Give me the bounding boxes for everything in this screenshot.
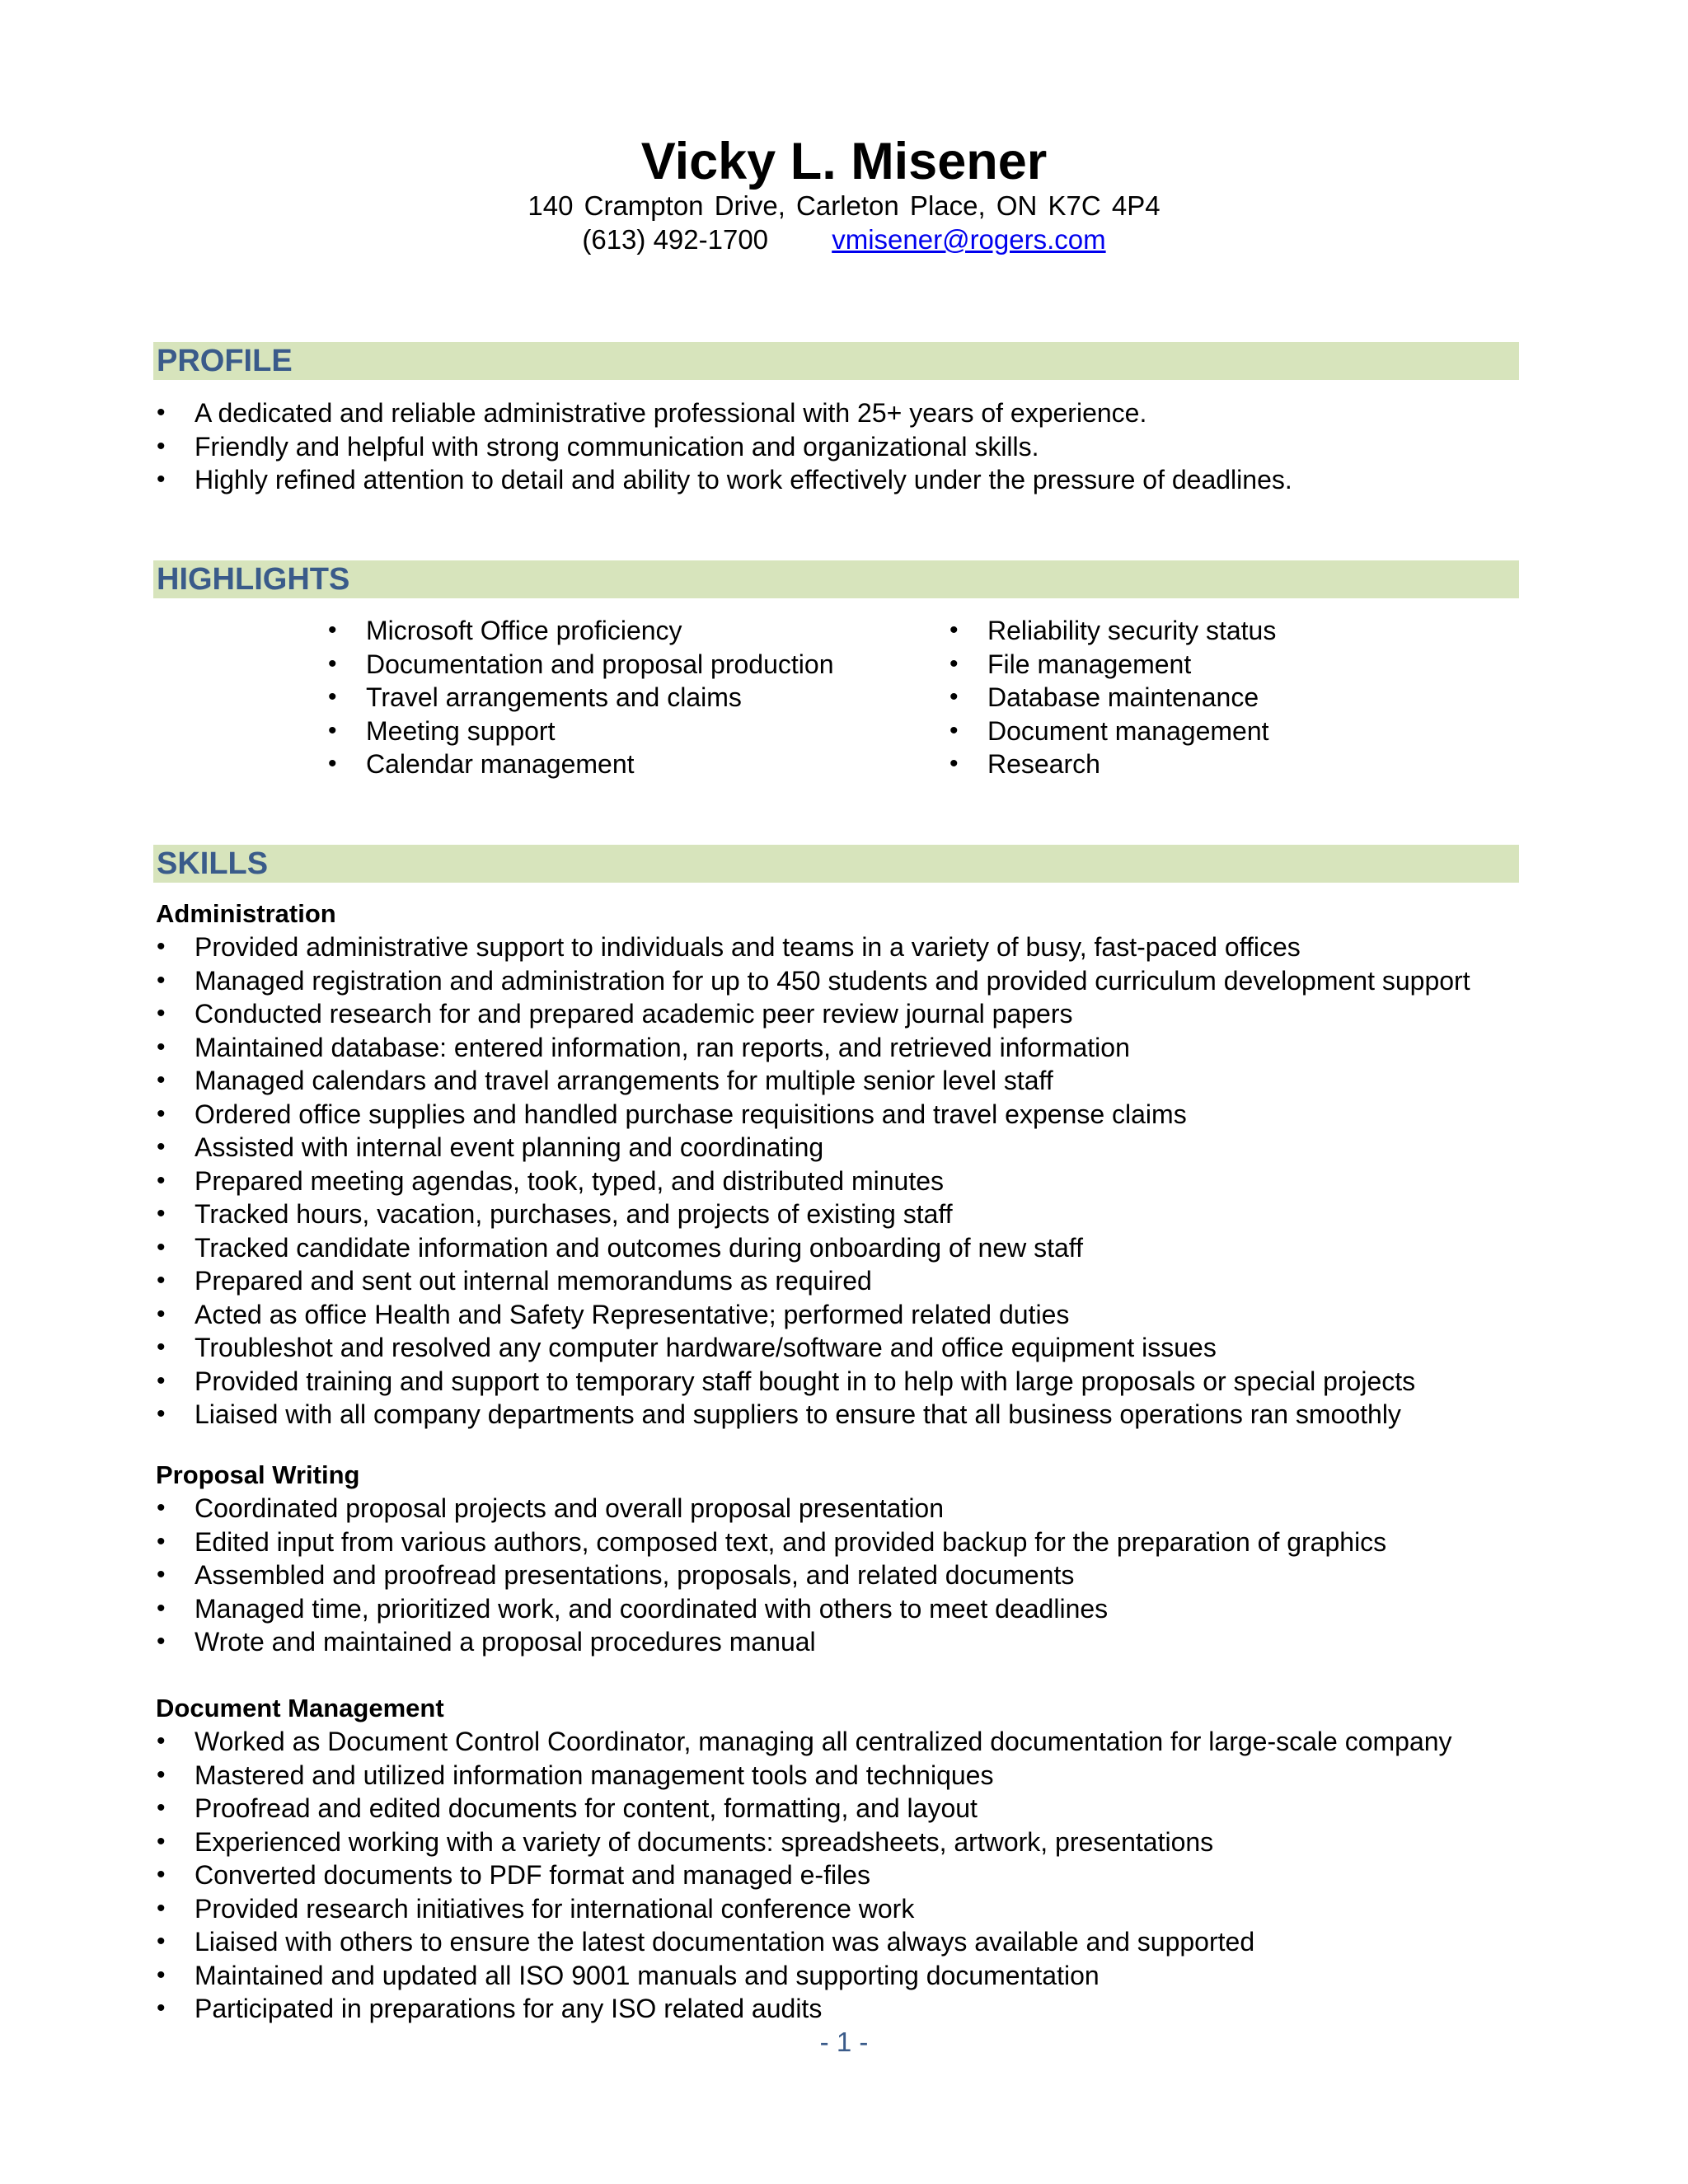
list-item: • Provided administrative support to individuals and teams in a variety of busy, fast-paced offices: [195, 930, 1470, 964]
document-management-list: [195, 1725, 1452, 2026]
list-item: • Ordered office supplies and handled purchase requisitions and travel expense claims: [195, 1098, 1470, 1132]
list-item: • Conducted research for and prepared academic peer review journal papers: [195, 997, 1470, 1031]
list-item: • Wrote and maintained a proposal procedures manual: [195, 1625, 1386, 1659]
list-item: • Managed registration and administration for up to 450 students and provided curriculum development support: [195, 964, 1470, 998]
contact-line: [0, 223, 1688, 256]
skills-section-header: [153, 845, 1519, 883]
highlights-right-list: [987, 614, 1276, 781]
profile-list: [195, 396, 1292, 497]
address-line: 140 Crampton Drive, Carleton Place, ON K7C 4P4: [528, 190, 1160, 221]
highlights-title: HIGHLIGHTS: [157, 562, 350, 597]
highlights-left-list: [366, 614, 833, 781]
list-item: • Provided training and support to temporary staff bought in to help with large proposals or special projects: [195, 1365, 1470, 1399]
list-item: • Travel arrangements and claims: [366, 681, 833, 715]
list-item: • Prepared and sent out internal memorandums as required: [195, 1264, 1470, 1298]
list-item: • Managed calendars and travel arrangements for multiple senior level staff: [195, 1064, 1470, 1098]
list-item: • Reliability security status: [987, 614, 1276, 648]
list-item: • Troubleshot and resolved any computer hardware/software and office equipment issues: [195, 1331, 1470, 1365]
list-item: • Meeting support: [366, 715, 833, 748]
phone-number: (613) 492-1700: [582, 224, 769, 255]
list-item: • Friendly and helpful with strong communication and organizational skills.: [195, 430, 1292, 464]
list-item: • Mastered and utilized information management tools and techniques: [195, 1759, 1452, 1793]
list-item: • Worked as Document Control Coordinator, managing all centralized documentation for large-scale company: [195, 1725, 1452, 1759]
page-number: - 1 -: [819, 2027, 869, 2057]
document-management-heading: Document Management: [156, 1694, 444, 1722]
profile-section-header: [153, 342, 1519, 380]
list-item: • Tracked hours, vacation, purchases, and projects of existing staff: [195, 1197, 1470, 1231]
list-item: • Database maintenance: [987, 681, 1276, 715]
list-item: • Microsoft Office proficiency: [366, 614, 833, 648]
list-item: • Document management: [987, 715, 1276, 748]
list-item: • Research: [987, 748, 1276, 781]
list-item: • Proofread and edited documents for content, formatting, and layout: [195, 1792, 1452, 1825]
administration-heading: Administration: [156, 899, 336, 928]
list-item: • Coordinated proposal projects and overall proposal presentation: [195, 1492, 1386, 1526]
list-item: • Maintained and updated all ISO 9001 manuals and supporting documentation: [195, 1959, 1452, 1993]
list-item: • Assembled and proofread presentations, proposals, and related documents: [195, 1558, 1386, 1592]
list-item: • Participated in preparations for any ISO related audits: [195, 1992, 1452, 2026]
list-item: • Converted documents to PDF format and managed e-files: [195, 1858, 1452, 1892]
list-item: • Documentation and proposal production: [366, 648, 833, 682]
list-item: • Liaised with others to ensure the latest documentation was always available and supported: [195, 1925, 1452, 1959]
email-link[interactable]: vmisener@rogers.com: [832, 224, 1106, 255]
list-item: • Tracked candidate information and outcomes during onboarding of new staff: [195, 1231, 1470, 1265]
administration-list: [195, 930, 1470, 1432]
skills-title: SKILLS: [157, 846, 269, 881]
list-item: • Experienced working with a variety of documents: spreadsheets, artwork, presentations: [195, 1825, 1452, 1859]
list-item: • Managed time, prioritized work, and coordinated with others to meet deadlines: [195, 1592, 1386, 1626]
resume-name: Vicky L. Misener: [640, 133, 1048, 190]
proposal-writing-list: [195, 1492, 1386, 1659]
highlights-section-header: [153, 560, 1519, 598]
list-item: • Prepared meeting agendas, took, typed, and distributed minutes: [195, 1165, 1470, 1198]
list-item: • File management: [987, 648, 1276, 682]
list-item: • Edited input from various authors, composed text, and provided backup for the preparation of graphics: [195, 1526, 1386, 1559]
list-item: • Provided research initiatives for international conference work: [195, 1892, 1452, 1926]
list-item: • Acted as office Health and Safety Representative; performed related duties: [195, 1298, 1470, 1332]
list-item: • Liaised with all company departments and suppliers to ensure that all business operations ran smoothly: [195, 1398, 1470, 1432]
list-item: • Maintained database: entered information, ran reports, and retrieved information: [195, 1031, 1470, 1065]
list-item: • Assisted with internal event planning and coordinating: [195, 1131, 1470, 1165]
list-item: • Highly refined attention to detail and ability to work effectively under the pressure of deadlines.: [195, 463, 1292, 497]
list-item: • A dedicated and reliable administrative professional with 25+ years of experience.: [195, 396, 1292, 430]
profile-title: PROFILE: [157, 344, 293, 378]
list-item: • Calendar management: [366, 748, 833, 781]
proposal-writing-heading: Proposal Writing: [156, 1460, 360, 1489]
